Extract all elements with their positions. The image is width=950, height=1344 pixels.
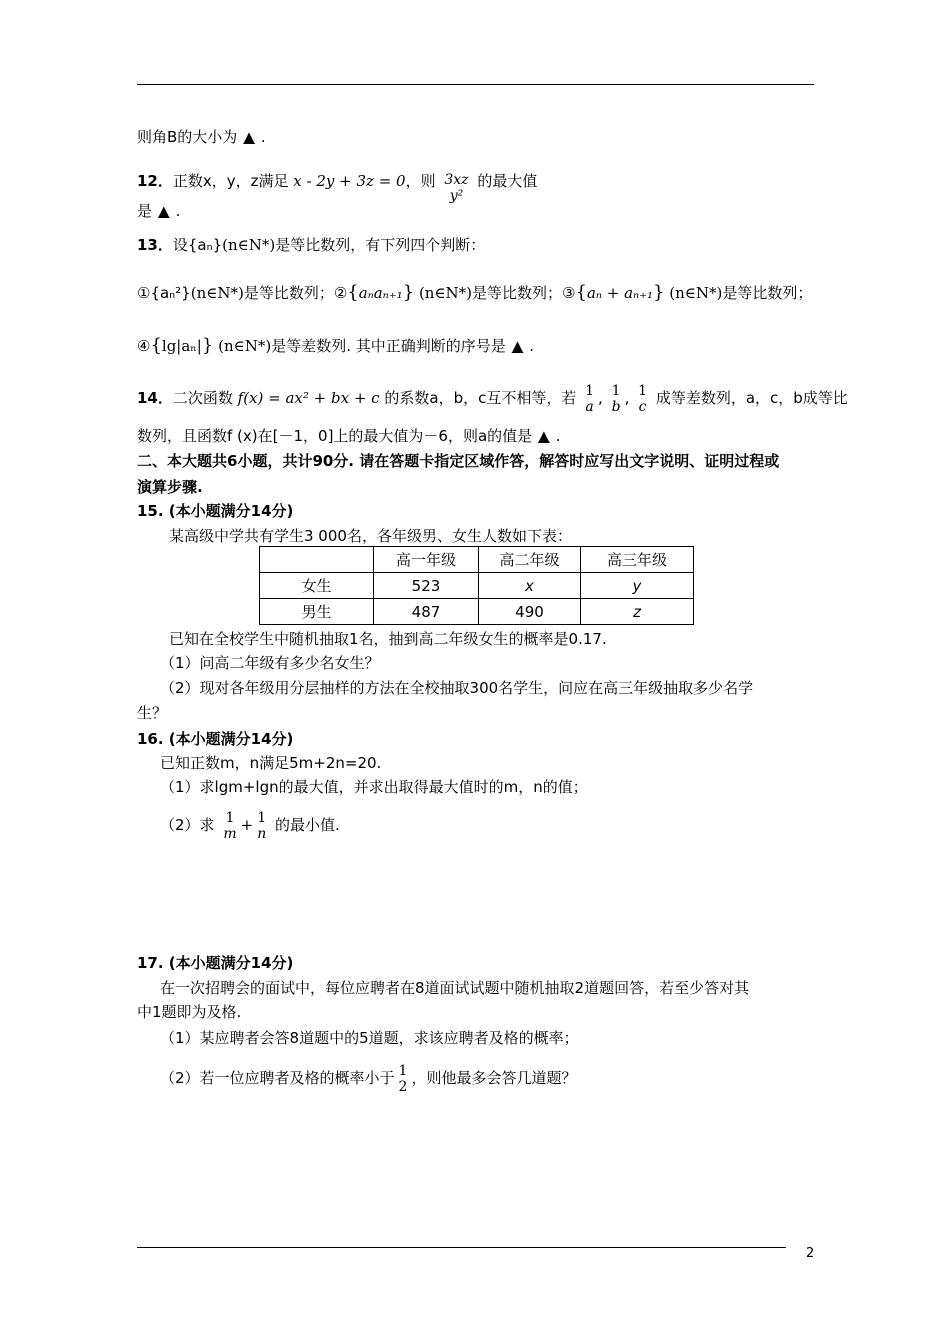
- brace-open: {: [150, 335, 162, 356]
- fraction-denominator: n: [257, 825, 267, 842]
- table-header-cell: 高三年级: [581, 547, 694, 573]
- table-header-cell: 高二年级: [479, 547, 581, 573]
- q17-intro-line2: 中1题即为及格.: [137, 1003, 242, 1021]
- q12-line2-text: 是: [137, 202, 153, 220]
- table-cell: x: [479, 573, 581, 599]
- q14-line1: 14．二次函数 f(x) = ax² + bx + c 的系数a，b，c互不相等，若 1 a , 1 b , 1 c 成等差数列，a，c，b成等比: [137, 382, 848, 415]
- table-row-label: 女生: [260, 573, 374, 599]
- q13-item1-cond: (n∈N*): [190, 284, 244, 302]
- table-header-row: [260, 547, 694, 573]
- q13-tail: 是等比数列，有下列四个判断：: [275, 236, 486, 254]
- table-row-label: 男生: [260, 599, 374, 625]
- footer-rule: [137, 1247, 786, 1248]
- q15-part2-line1: （2）现对各年级用分层抽样的方法在全校抽取300名学生，问应在高三年级抽取多少名学: [160, 679, 754, 697]
- plus-sign: +: [240, 816, 254, 834]
- brace-close: }: [653, 282, 665, 303]
- q14-mid: 的系数a，b，c互不相等，若: [384, 389, 577, 407]
- q13-item4-cond: (n∈N*): [218, 337, 272, 355]
- q17-part1: （1）某应聘者会答8道题中的5道题，求该应聘者及格的概率；: [160, 1029, 579, 1047]
- brace-close: }: [201, 335, 214, 356]
- q11-tail: 则角B的大小为 ▲ .: [137, 128, 266, 146]
- fraction-numerator: 1: [398, 1062, 408, 1079]
- fraction-numerator: 3xz: [444, 172, 469, 188]
- q17-part2-tail: ，则他最多会答几道题？: [411, 1069, 577, 1087]
- q17-part2-pre: （2）若一位应聘者及格的概率小于: [160, 1069, 395, 1087]
- fraction-denominator: b: [611, 398, 621, 415]
- q13-item1-label: ①{aₙ²}: [137, 284, 191, 302]
- q16-header: 16. (本小题满分14分): [137, 730, 294, 748]
- q14-intro: 二次函数: [172, 389, 233, 407]
- q13-item3-cond: (n∈N*): [669, 284, 723, 302]
- table-cell: 490: [479, 599, 581, 625]
- q13-item3-tail: 是等比数列；: [722, 284, 813, 302]
- q16-part2: [160, 805, 340, 845]
- q16-part2-pre: （2）求: [160, 816, 215, 834]
- q13-line1: [137, 235, 485, 255]
- q12-equation: x - 2y + 3z = 0: [293, 172, 406, 190]
- q15-part2-line2: 生？: [137, 704, 168, 722]
- fraction-denominator: a: [585, 398, 594, 415]
- brace-close: }: [402, 282, 415, 303]
- q13-line3: ④{lg|aₙ|} (n∈N*)是等差数列. 其中正确判断的序号是 ▲ .: [137, 335, 535, 356]
- fraction-denominator: m: [223, 825, 237, 842]
- table-row: [260, 599, 694, 625]
- q13-item2-seq: aₙaₙ₊₁: [358, 284, 403, 302]
- q13-item1-tail: 是等比数列；②: [243, 284, 348, 302]
- answer-blank: ▲: [243, 128, 255, 146]
- q12-tail: 的最大值: [477, 172, 538, 190]
- fraction-numerator: 1: [257, 809, 267, 826]
- fraction-denominator: 2: [398, 1078, 408, 1095]
- q12-mid: ，则: [405, 172, 436, 190]
- q16-part1: （1）求lgm+lgn的最大值，并求出取得最大值时的m，n的值；: [160, 778, 588, 796]
- answer-blank: ▲: [511, 337, 524, 355]
- q12-line2: 是 ▲ .: [137, 202, 181, 220]
- q13-item3-seq: aₙ + aₙ₊₁: [586, 284, 654, 302]
- q13-item2-tail: 是等比数列；③: [472, 284, 576, 302]
- q12-line1: [137, 163, 537, 204]
- q15-condition: 已知在全校学生中随机抽取1名，抽到高二年级女生的概率是0.17.: [169, 630, 607, 648]
- q17-header: 17. (本小题满分14分): [137, 954, 294, 972]
- q14-fraction-c: [636, 383, 649, 415]
- q17-fraction: [397, 1063, 410, 1095]
- grade-table: [259, 546, 694, 625]
- table-cell: [260, 547, 374, 573]
- q13-condition: (n∈N*): [222, 236, 276, 254]
- q12-number: 12．: [137, 172, 173, 190]
- table-cell: z: [581, 599, 694, 625]
- table-header-cell: 高一年级: [374, 547, 479, 573]
- fraction-numerator: 1: [225, 809, 235, 826]
- q16-part2-tail: 的最小值.: [275, 816, 340, 834]
- q13-item2-cond: (n∈N*): [418, 284, 473, 302]
- q14-fraction-b: [610, 383, 623, 415]
- answer-blank: ▲: [158, 202, 170, 220]
- answer-blank: ▲: [538, 427, 550, 445]
- page-number: 2: [806, 1246, 815, 1261]
- q15-part1: （1）问高二年级有多少名女生？: [160, 654, 380, 672]
- q16-fraction-n: [255, 810, 268, 842]
- q15-header: 15. (本小题满分14分): [137, 502, 294, 520]
- header-rule: [137, 84, 814, 85]
- q14-tail: 成等差数列，a，c，b成等比: [655, 389, 848, 407]
- q16-fraction-m: [221, 810, 238, 842]
- table-cell: y: [581, 573, 694, 599]
- brace-open: {: [347, 282, 359, 303]
- q12-fraction: [442, 172, 470, 204]
- q13-intro: 设{aₙ}: [172, 236, 223, 254]
- fraction-denominator: c: [638, 398, 647, 415]
- q16-intro: 已知正数m，n满足5m+2n=20.: [160, 754, 382, 772]
- q14-function: f(x) = ax² + bx + c: [237, 389, 380, 407]
- table-row: [260, 573, 694, 599]
- fraction-denominator: y²: [449, 188, 464, 204]
- section2-line1: 二、本大题共6小题，共计90分. 请在答题卡指定区域作答，解答时应写出文字说明、证明过程或: [137, 452, 780, 470]
- q13-line2: [137, 283, 812, 303]
- q12-intro: 正数x，y，z满足: [172, 172, 289, 190]
- q13-item4-seq: lg|aₙ|: [161, 337, 202, 355]
- q14-line2: 数列，且函数f (x)在[－1，0]上的最大值为－6，则a的值是 ▲ .: [137, 427, 561, 445]
- fraction-numerator: 1: [638, 382, 648, 399]
- q11-text: 则角B的大小为: [137, 128, 238, 146]
- fraction-numerator: 1: [611, 382, 621, 399]
- q13-number: 13．: [137, 236, 173, 254]
- fraction-numerator: 1: [585, 382, 595, 399]
- q17-intro-line1: 在一次招聘会的面试中，每位应聘者在8道面试试题中随机抽取2道题回答，若至少答对其: [160, 979, 750, 997]
- q14-line2-text: 数列，且函数f (x)在[－1，0]上的最大值为－6，则a的值是: [137, 427, 533, 445]
- section2-line2: 演算步骤.: [137, 478, 203, 496]
- q15-intro: 某高级中学共有学生3 000名，各年级男、女生人数如下表：: [169, 527, 572, 545]
- table-cell: 523: [374, 573, 479, 599]
- q14-fraction-a: [583, 383, 596, 415]
- q17-part2: [160, 1058, 576, 1098]
- table-cell: 487: [374, 599, 479, 625]
- brace-open: {: [575, 282, 587, 303]
- q14-number: 14．: [137, 389, 173, 407]
- q13-item4-tail: 是等差数列. 其中正确判断的序号是: [271, 337, 506, 355]
- q13-item4-label: ④: [137, 337, 151, 355]
